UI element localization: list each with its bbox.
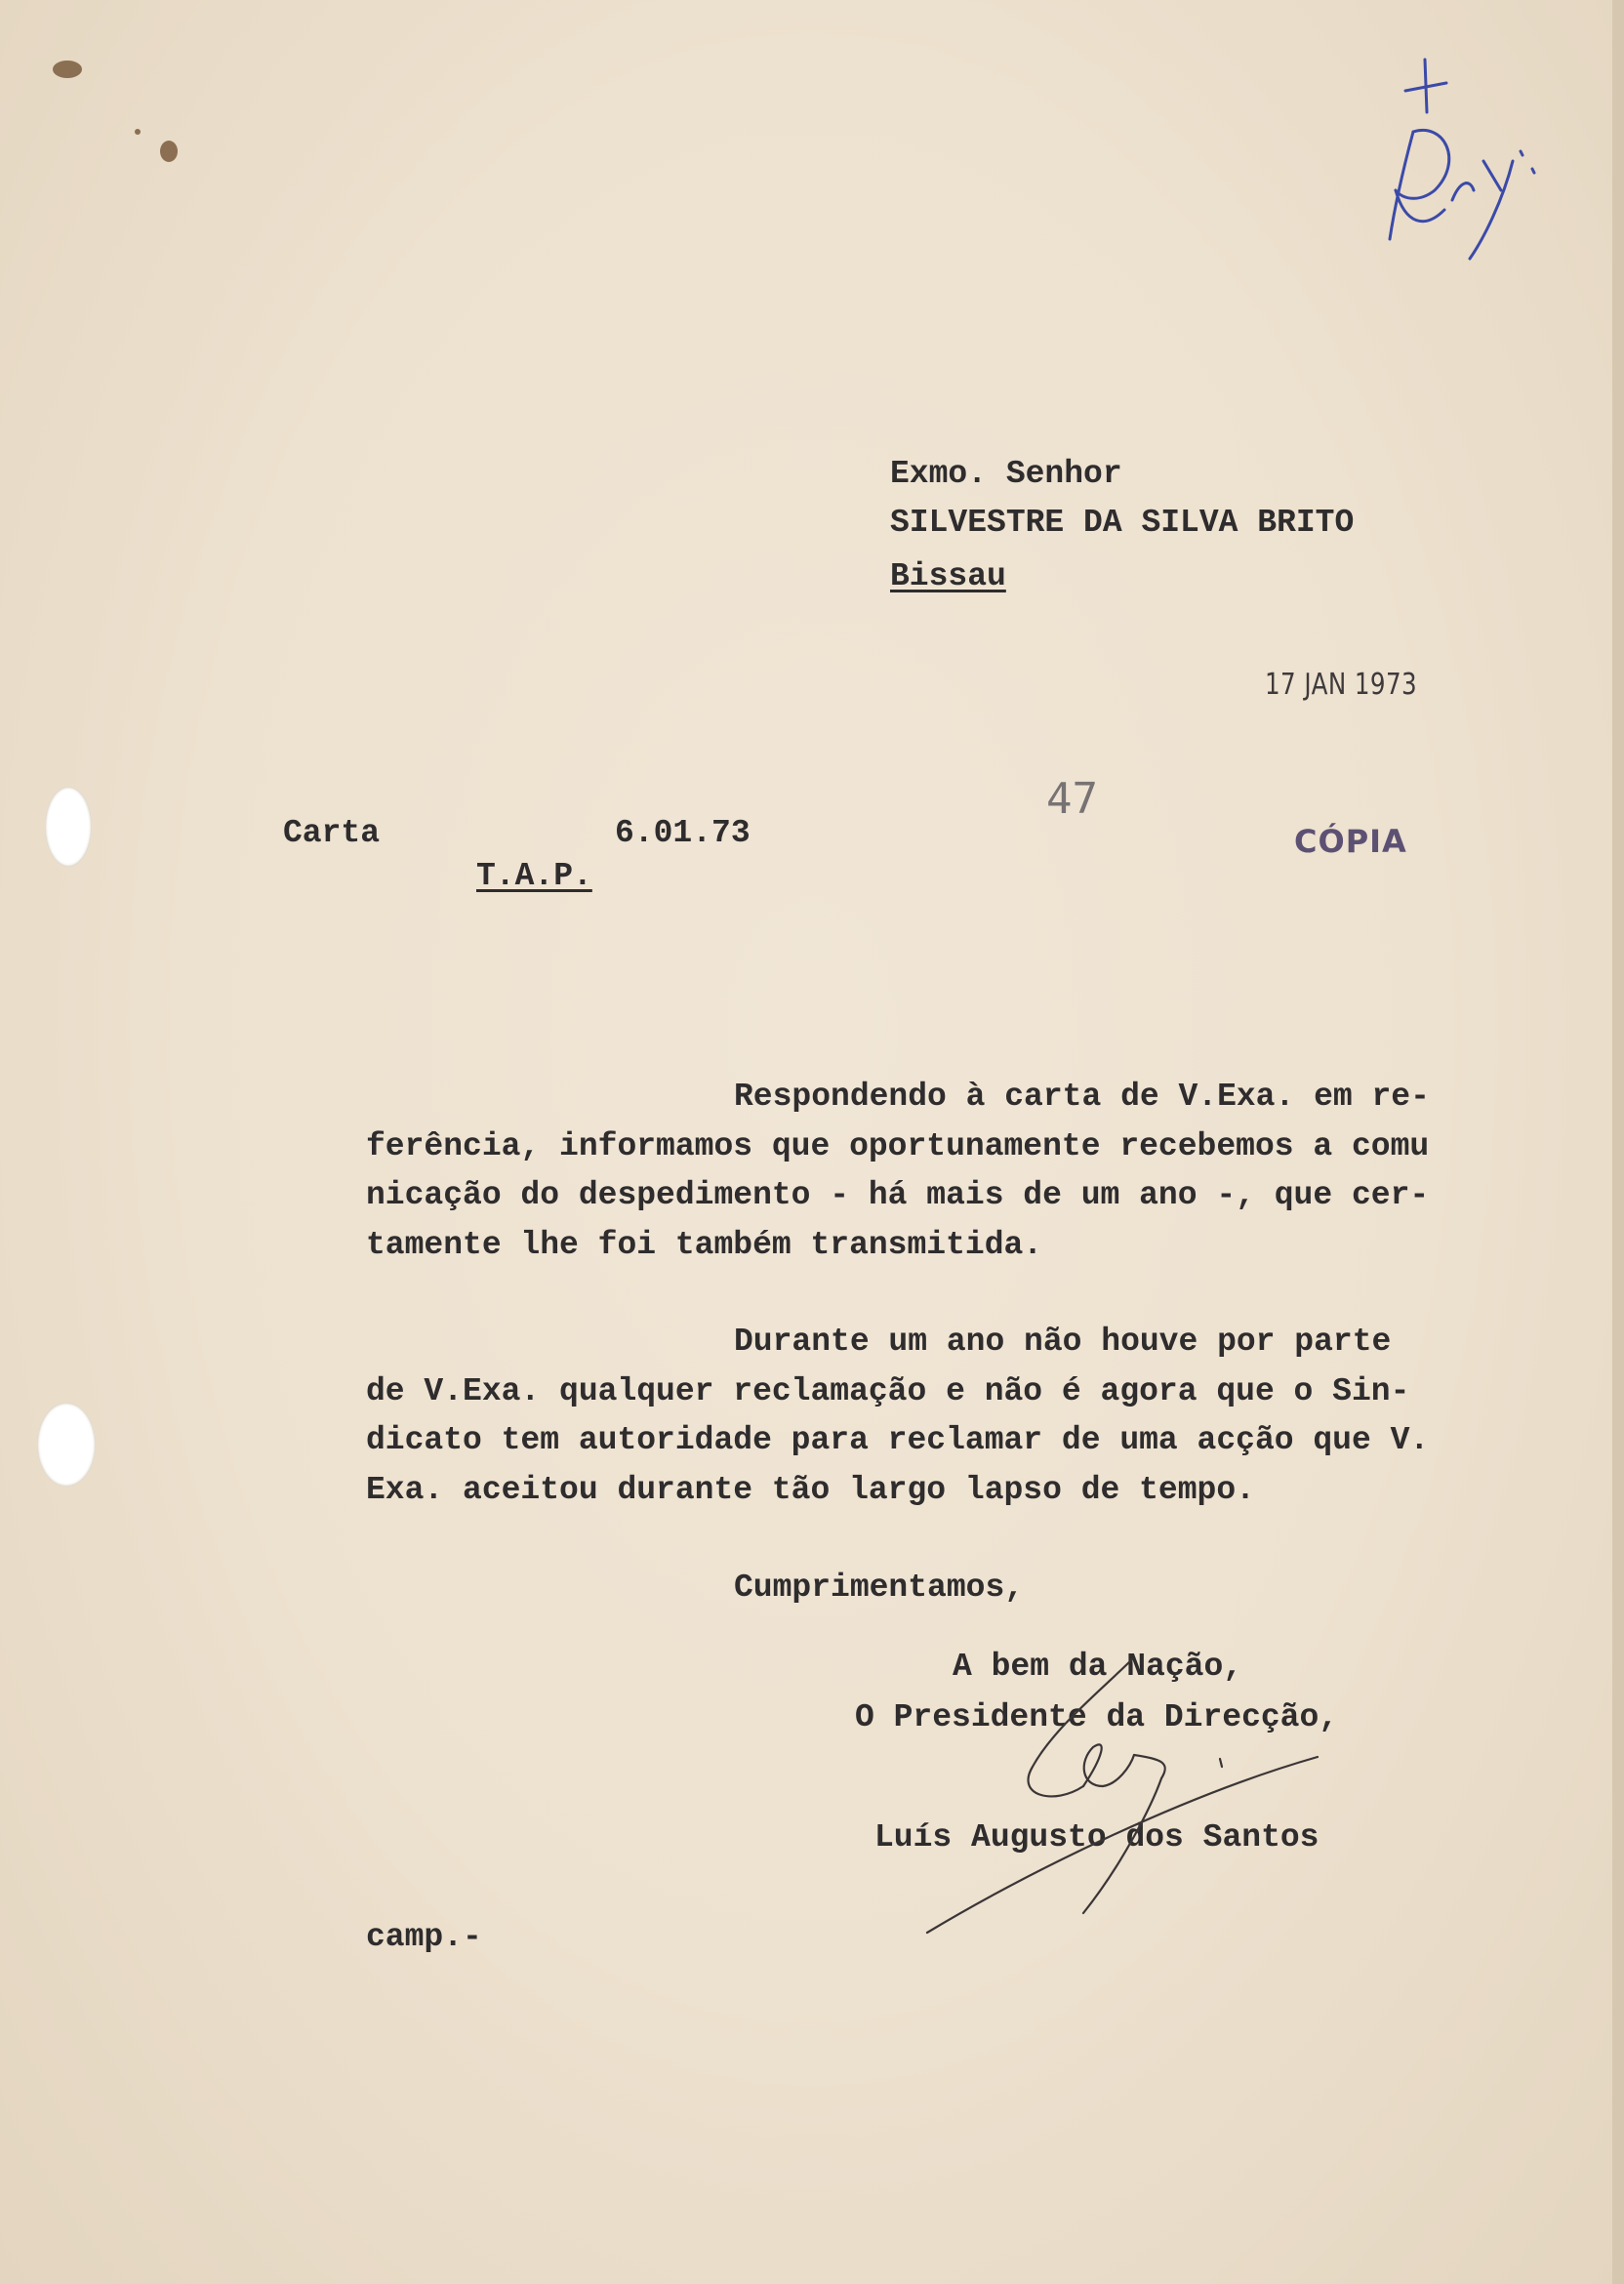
date-stamp: 17 JAN 1973 [1265,668,1418,702]
body-line: Respondendo à carta de V.Exa. em re- [734,1079,1430,1115]
body-line: tamente lhe foi também transmitida. [366,1227,1043,1263]
recipient-city: Bissau [890,558,1006,594]
body-line: nicação do despedimento - há mais de um ano -, que cer- [366,1177,1430,1213]
body-line: Durante um ano não houve por parte [734,1324,1392,1360]
footer-initials: camp.- [366,1919,482,1955]
signature-title: O Presidente da Direcção, [855,1699,1339,1735]
handwritten-annotation [1376,54,1542,278]
closing: Cumprimentamos, [734,1570,1025,1606]
stain-spot [53,61,82,78]
stain-spot [160,141,178,162]
signatory-name: Luís Augusto dos Santos [874,1819,1320,1856]
body-line: de V.Exa. qualquer reclamação e não é agora que o Sin- [366,1373,1410,1409]
body-line: ferência, informamos que oportunamente recebemos a comu [366,1128,1430,1164]
reference-date: 6.01.73 [615,815,751,851]
body-line: dicato tem autoridade para reclamar de uma acção que V. [366,1422,1430,1458]
recipient-name: SILVESTRE DA SILVA BRITO [890,505,1355,541]
body-line: Exa. aceitou durante tão largo lapso de tempo. [366,1472,1255,1508]
copy-stamp: CÓPIA [1294,823,1407,860]
reference-number: 47 [1046,774,1098,824]
reference-type: Carta [283,815,381,851]
signature-motto: A bem da Nação, [953,1649,1243,1685]
punch-hole-bottom [37,1403,96,1487]
recipient-salutation: Exmo. Senhor [890,456,1122,492]
handwritten-signature [908,1650,1337,1942]
punch-hole-top [45,787,92,867]
stain-spot [135,129,141,135]
reference-sender: T.A.P. [476,858,592,894]
